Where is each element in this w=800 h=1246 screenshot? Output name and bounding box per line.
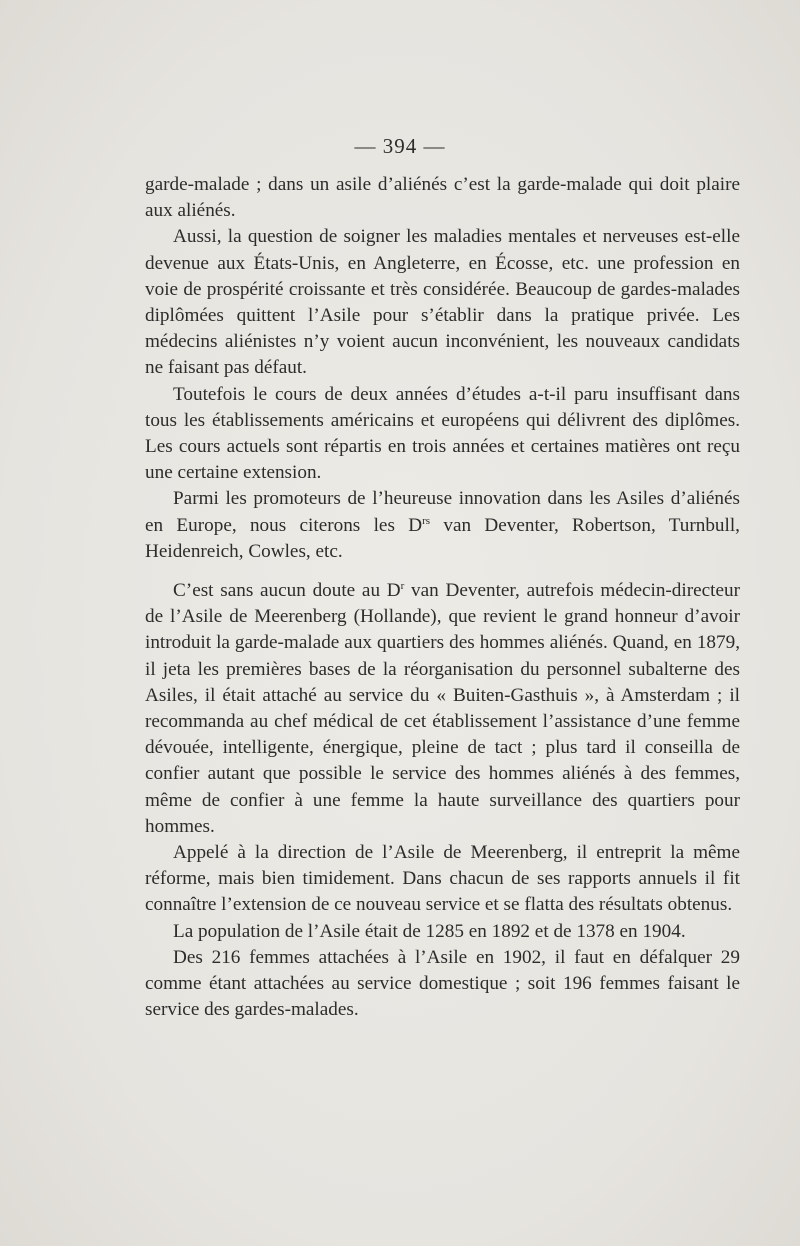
- paragraph-text: Toutefois le cours de deux années d’études a-t-il paru insuffisant dans tous les établissements américains et européens qui délivrent des diplômes. Les cours actuels sont répartis en trois années et certaines matières ont reçu une certaine extension.: [145, 383, 740, 484]
- paragraph: [145, 224, 740, 381]
- paragraph: [145, 382, 740, 487]
- paragraph-text: garde-malade ; dans un asile d’aliénés c’est la garde-malade qui doit plaire aux aliénés.: [145, 174, 740, 222]
- paragraph: [145, 840, 740, 919]
- paragraph-text: C’est sans aucun doute au D: [173, 580, 401, 602]
- paragraph-text: Appelé à la direction de l’Asile de Meerenberg, il entreprit la même réforme, mais bien timidement. Dans chacun de ses rapports annuels il fit connaître l’extension de ce nouveau service et se flatta des résultats obtenus.: [145, 842, 740, 916]
- paragraph-text: van Deventer, Robertson, Turnbull, Heidenreich, Cowles, etc.: [145, 514, 740, 562]
- paragraph: [145, 578, 740, 840]
- paragraph: [145, 945, 740, 1024]
- abbreviation-superscript: rs: [422, 514, 431, 527]
- body-text: [145, 172, 740, 1024]
- paragraph-text: van Deventer, autrefois médecin-directeur de l’Asile de Meerenberg (Hollande), que revient le grand honneur d’avoir introduit la garde-malade aux quartiers des hommes aliénés. Quand, en 1879, il jeta les premières bases de la réorganisation du personnel subalterne des Asiles, il était attaché au service du « Buiten-Gasthuis », à Amsterdam ; il recommanda au chef médical de cet établissement l’assistance d’une femme dévouée, intelligente, énergique, pleine de tact ; plus tard il conseilla de confier autant que possible le service des hommes aliénés à des femmes, même de confier à une femme la haute surveillance des quartiers pour hommes.: [145, 580, 740, 837]
- abbreviation-superscript: r: [400, 580, 405, 593]
- paragraph-text: La population de l’Asile était de 1285 en 1892 et de 1378 en 1904.: [173, 920, 686, 942]
- page-number: — 394 —: [354, 134, 446, 158]
- paragraph-text: Parmi les promoteurs de l’heureuse innovation dans les Asiles d’aliénés en Europe, nous citerons les D: [145, 488, 740, 536]
- paragraph-text: Aussi, la question de soigner les maladies mentales et nerveuses est-elle devenue aux États-Unis, en Angleterre, en Écosse, etc. une profession en voie de prospérité croissante et très considérée. Beaucoup de gardes-malades diplômées quittent l’Asile pour s’établir dans la pratique privée. Les médecins aliénistes n’y voient aucun inconvénient, les nouveaux candidats ne faisant pas défaut.: [145, 226, 740, 379]
- paragraph: [145, 486, 740, 565]
- paragraph: [145, 172, 740, 224]
- paragraph-text: Des 216 femmes attachées à l’Asile en 1902, il faut en défalquer 29 comme étant attachées au service domestique ; soit 196 femmes faisant le service des gardes-malades.: [145, 946, 740, 1021]
- paragraph: [145, 919, 740, 945]
